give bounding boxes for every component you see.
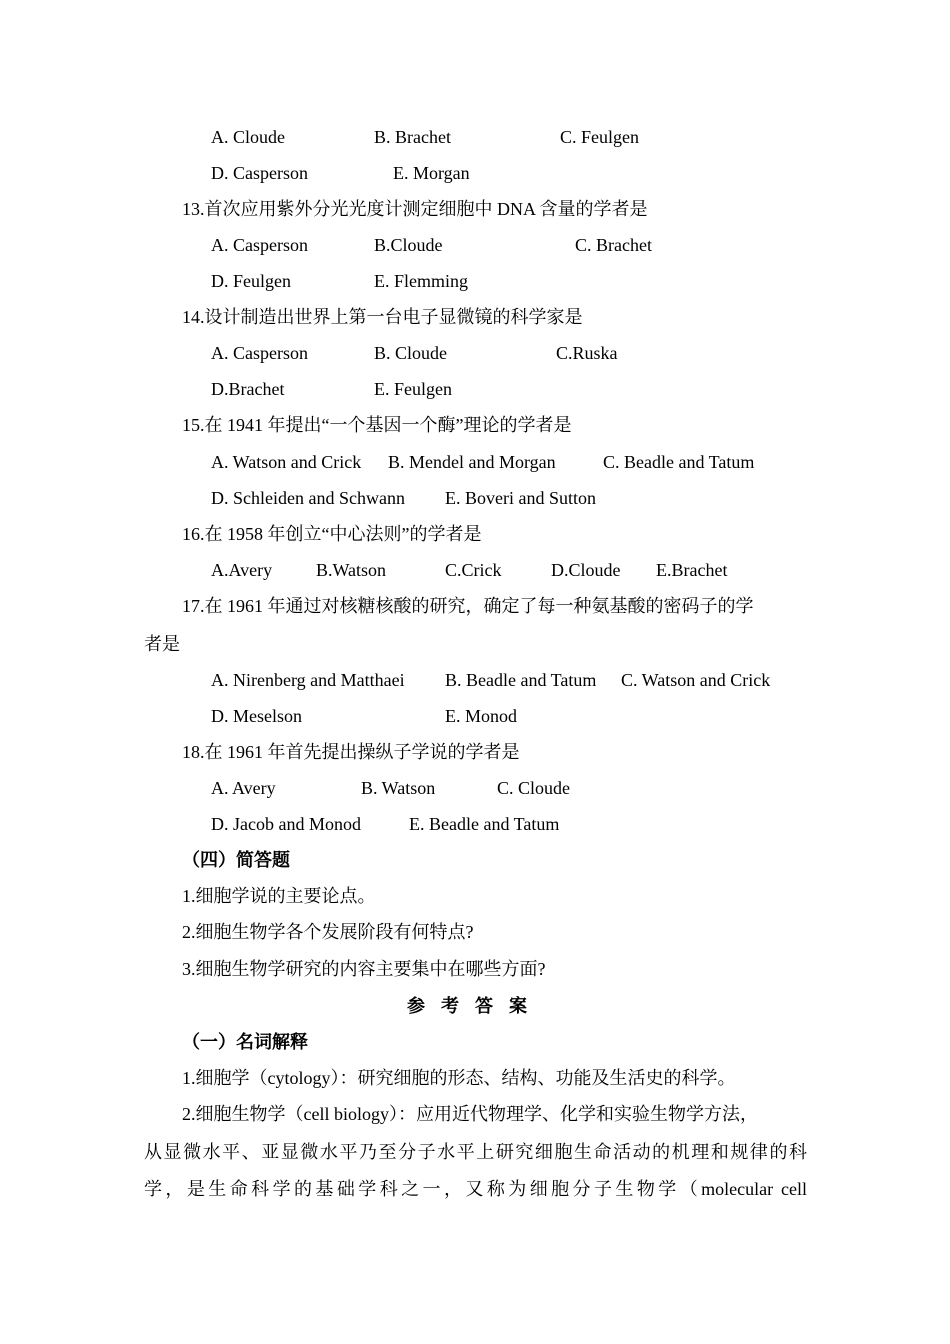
short-answer-q1: 1.细胞学说的主要论点。 [182, 886, 376, 906]
q16-stem: 16.在 1958 年创立“中心法则”的学者是 [182, 524, 482, 544]
q15-stem: 15.在 1941 年提出“一个基因一个酶”理论的学者是 [182, 415, 572, 435]
q12-option-c: C. Feulgen [560, 127, 639, 147]
q17-option-c: C. Watson and Crick [621, 670, 771, 690]
q12-option-a: A. Cloude [211, 127, 285, 147]
q17-option-d: D. Meselson [211, 706, 302, 726]
q18-stem: 18.在 1961 年首先提出操纵子学说的学者是 [182, 742, 520, 762]
q13-option-e: E. Flemming [374, 271, 468, 291]
q16-option-e: E.Brachet [656, 560, 728, 580]
q13-option-a: A. Casperson [211, 235, 308, 255]
answer-2-line3: 学，是生命科学的基础学科之一，又称为细胞分子生物学（molecular cell [144, 1179, 807, 1199]
answers-title: 参考答案 [407, 996, 543, 1016]
q13-stem: 13.首次应用紫外分光光度计测定细胞中 DNA 含量的学者是 [182, 199, 648, 219]
q13-option-b: B.Cloude [374, 235, 443, 255]
q15-option-a: A. Watson and Crick [211, 452, 362, 472]
q13-option-c: C. Brachet [575, 235, 652, 255]
q17-option-a: A. Nirenberg and Matthaei [211, 670, 405, 690]
q12-option-d: D. Casperson [211, 163, 308, 183]
answers-section1-heading: （一）名词解释 [182, 1032, 308, 1052]
q14-option-c: C.Ruska [556, 343, 618, 363]
q17-stem-line2: 者是 [144, 634, 180, 654]
short-answer-q2: 2.细胞生物学各个发展阶段有何特点? [182, 922, 474, 942]
q17-stem-line1: 17.在 1961 年通过对核糖核酸的研究，确定了每一种氨基酸的密码子的学 [182, 596, 754, 616]
q18-option-d: D. Jacob and Monod [211, 814, 361, 834]
short-answer-heading: （四）简答题 [182, 850, 290, 870]
q15-option-c: C. Beadle and Tatum [603, 452, 755, 472]
q15-option-b: B. Mendel and Morgan [388, 452, 556, 472]
q16-option-d: D.Cloude [551, 560, 621, 580]
q16-option-a: A.Avery [211, 560, 273, 580]
q17-option-b: B. Beadle and Tatum [445, 670, 597, 690]
q17-option-e: E. Monod [445, 706, 517, 726]
q18-option-c: C. Cloude [497, 778, 571, 798]
q12-option-e: E. Morgan [393, 163, 470, 183]
q16-option-b: B.Watson [316, 560, 387, 580]
answer-1: 1.细胞学（cytology）：研究细胞的形态、结构、功能及生活史的科学。 [182, 1068, 736, 1088]
answer-2-line2: 从显微水平、亚显微水平乃至分子水平上研究细胞生命活动的机理和规律的科 [144, 1142, 807, 1162]
q12-option-b: B. Brachet [374, 127, 451, 147]
q14-option-e: E. Feulgen [374, 379, 452, 399]
answer-2-line1: 2.细胞生物学（cell biology）：应用近代物理学、化学和实验生物学方法， [182, 1104, 758, 1124]
q15-option-e: E. Boveri and Sutton [445, 488, 596, 508]
q14-option-a: A. Casperson [211, 343, 308, 363]
q14-option-d: D.Brachet [211, 379, 285, 399]
q18-option-b: B. Watson [361, 778, 436, 798]
q15-option-d: D. Schleiden and Schwann [211, 488, 405, 508]
q18-option-e: E. Beadle and Tatum [409, 814, 560, 834]
q14-stem: 14.设计制造出世界上第一台电子显微镜的科学家是 [182, 307, 583, 327]
q14-option-b: B. Cloude [374, 343, 448, 363]
q13-option-d: D. Feulgen [211, 271, 291, 291]
q18-option-a: A. Avery [211, 778, 276, 798]
short-answer-q3: 3.细胞生物学研究的内容主要集中在哪些方面? [182, 959, 546, 979]
q16-option-c: C.Crick [445, 560, 502, 580]
